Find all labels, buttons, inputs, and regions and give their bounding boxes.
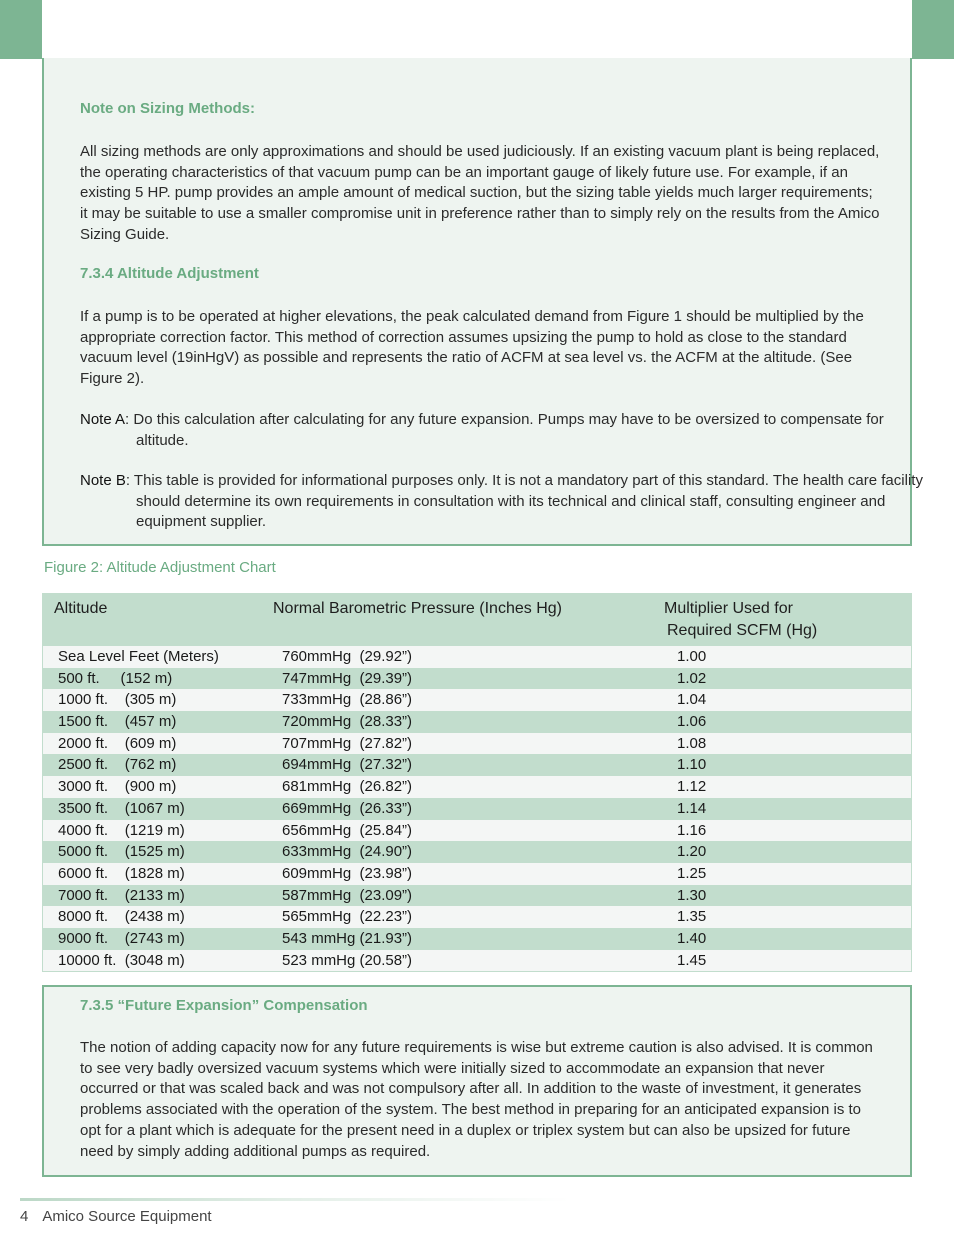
corner-accent-right	[912, 0, 954, 59]
altitude-cell: 5000 ft. (1525 m)	[58, 843, 185, 861]
multiplier-cell: 1.45	[677, 951, 707, 969]
multiplier-cell: 1.10	[677, 756, 707, 774]
altitude-cell: 1500 ft. (457 m)	[58, 713, 177, 731]
table-row	[43, 754, 911, 776]
header-pressure: Normal Barometric Pressure (Inches Hg)	[273, 600, 562, 617]
multiplier-cell: 1.12	[677, 778, 707, 796]
corner-accent-left	[0, 0, 42, 59]
future-expansion-panel	[42, 985, 912, 1177]
multiplier-cell: 1.30	[677, 886, 707, 904]
page-number: 4	[20, 1208, 29, 1225]
altitude-cell: 10000 ft. (3048 m)	[58, 951, 185, 969]
altitude-cell: 3000 ft. (900 m)	[58, 778, 177, 796]
altitude-cell: 4000 ft. (1219 m)	[58, 821, 185, 839]
figure-caption: Figure 2: Altitude Adjustment Chart	[44, 559, 276, 576]
page-footer	[20, 1208, 212, 1225]
table-row	[43, 885, 911, 907]
sizing-methods-heading: Note on Sizing Methods:	[80, 100, 255, 117]
table-header-row	[42, 593, 912, 646]
altitude-adjustment-heading: 7.3.4 Altitude Adjustment	[80, 265, 259, 282]
table-row	[43, 733, 911, 755]
multiplier-cell: 1.04	[677, 691, 707, 709]
note-b-text: : This table is provided for informational purposes only. It is not a mandatory part of this standard. The health care facility should determine its own requirements in consultation with its technical and clinical staff, consulting engineer and equipment supplier.	[125, 472, 923, 531]
multiplier-cell: 1.20	[677, 843, 707, 861]
multiplier-cell: 1.25	[677, 864, 707, 882]
note-b-label: Note B	[80, 472, 126, 489]
note-a	[80, 410, 936, 451]
multiplier-cell: 1.08	[677, 734, 707, 752]
table-row	[43, 668, 911, 690]
future-expansion-paragraph: The notion of adding capacity now for any future requirements is wise but extreme caution is also advised. It is common to see very badly oversized vacuum systems which were initially sized to accommodate an expansion that never occurred or that was scaled back and was not compulsory after all. In addition to the waste of investment, it generates problems associated with the operation of the system. The best method in preparing for an anticipated expansion is to opt for a plant which is adequate for the present need in a duplex or triplex system but can also be upsized for future need by simply adding additional pumps as required.	[80, 1039, 873, 1160]
pressure-cell: 633mmHg (24.90”)	[282, 843, 413, 861]
table-row	[43, 776, 911, 798]
multiplier-cell: 1.06	[677, 713, 707, 731]
note-a-text: : Do this calculation after calculating for any future expansion. Pumps may have to be oversized to compensate for altitude.	[125, 411, 884, 449]
multiplier-cell: 1.02	[677, 669, 707, 687]
table-row	[43, 646, 911, 668]
header-altitude: Altitude	[54, 600, 108, 617]
pressure-cell: 523 mmHg (20.58”)	[282, 951, 413, 969]
multiplier-cell: 1.00	[677, 648, 707, 665]
pressure-cell: 760mmHg (29.92”)	[282, 648, 413, 665]
table-body	[42, 646, 912, 972]
table-row	[43, 711, 911, 733]
pressure-cell: 543 mmHg (21.93”)	[282, 929, 413, 947]
altitude-cell: 3500 ft. (1067 m)	[58, 799, 185, 817]
table-row	[43, 906, 911, 928]
sizing-methods-paragraph: All sizing methods are only approximations and should be used judiciously. If an existing vacuum plant is being replaced, the operating characteristics of that vacuum pump can be an important gauge of likely future use. For example, if an existing 5 HP. pump provides an ample amount of medical suction, but the sizing table yields much larger requirements; it may be suitable to use a smaller compromise unit in preference rather than to simply rely on the results from the Amico Sizing Guide.	[80, 143, 880, 243]
table-row	[43, 820, 911, 842]
pressure-cell: 733mmHg (28.86”)	[282, 691, 413, 709]
pressure-cell: 609mmHg (23.98”)	[282, 864, 413, 882]
multiplier-cell: 1.14	[677, 799, 707, 817]
pressure-cell: 747mmHg (29.39”)	[282, 669, 413, 687]
table-row	[43, 928, 911, 950]
note-a-label: Note A	[80, 411, 126, 428]
altitude-cell: 8000 ft. (2438 m)	[58, 908, 185, 926]
altitude-cell: 2500 ft. (762 m)	[58, 756, 177, 774]
table-row	[43, 863, 911, 885]
altitude-cell: 2000 ft. (609 m)	[58, 734, 177, 752]
table-row	[43, 841, 911, 863]
note-b	[80, 471, 936, 533]
sizing-notes-panel	[42, 58, 923, 546]
altitude-adjustment-paragraph: If a pump is to be operated at higher elevations, the peak calculated demand from Figure 1 should be multiplied by the appropriate correction factor. This method of correction assumes upsizing the pump to hold as close to the standard vacuum level (19inHgV) as possible and represents the ratio of ACFM at sea level vs. the ACFM at the altitude. (See Figure 2).	[80, 308, 864, 388]
multiplier-cell: 1.35	[677, 908, 707, 926]
pressure-cell: 565mmHg (22.23”)	[282, 908, 413, 926]
future-expansion-heading: 7.3.5 “Future Expansion” Compensation	[80, 997, 368, 1014]
table-row	[43, 950, 911, 972]
pressure-cell: 656mmHg (25.84”)	[282, 821, 413, 839]
altitude-cell: 7000 ft. (2133 m)	[58, 886, 185, 904]
multiplier-cell: 1.40	[677, 929, 707, 947]
table-row	[43, 689, 911, 711]
header-multiplier	[664, 598, 864, 642]
pressure-cell: 694mmHg (27.32”)	[282, 756, 413, 774]
pressure-cell: 720mmHg (28.33”)	[282, 713, 413, 731]
multiplier-cell: 1.16	[677, 821, 707, 839]
header-multiplier-line1: Multiplier Used for	[664, 600, 793, 617]
altitude-adjustment-table	[42, 593, 912, 972]
footer-rule	[20, 1198, 570, 1201]
altitude-cell: 6000 ft. (1828 m)	[58, 864, 185, 882]
publication-title: Amico Source Equipment	[42, 1208, 212, 1225]
header-multiplier-line2: Required SCFM (Hg)	[667, 622, 818, 639]
altitude-cell: Sea Level Feet (Meters)	[58, 648, 219, 665]
pressure-cell: 669mmHg (26.33”)	[282, 799, 413, 817]
altitude-cell: 1000 ft. (305 m)	[58, 691, 177, 709]
pressure-cell: 587mmHg (23.09”)	[282, 886, 413, 904]
pressure-cell: 707mmHg (27.82”)	[282, 734, 413, 752]
altitude-cell: 9000 ft. (2743 m)	[58, 929, 185, 947]
altitude-cell: 500 ft. (152 m)	[58, 669, 173, 687]
table-row	[43, 798, 911, 820]
pressure-cell: 681mmHg (26.82”)	[282, 778, 413, 796]
